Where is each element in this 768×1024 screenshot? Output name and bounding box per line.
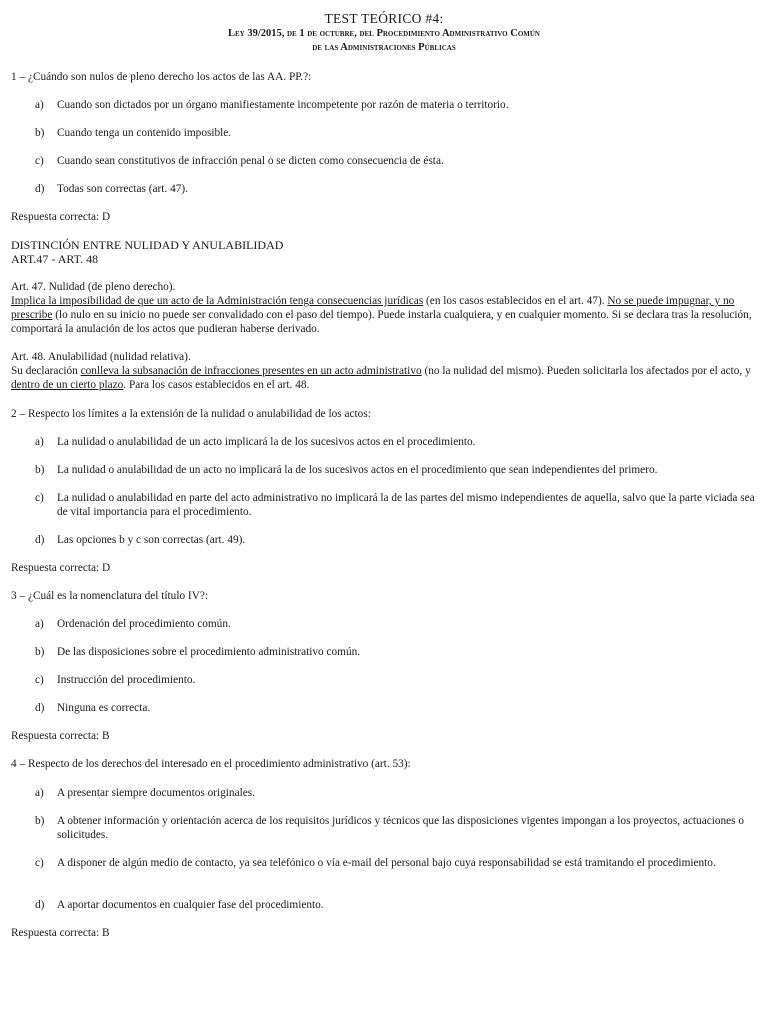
- question-4-answer: Respuesta correcta: B: [11, 927, 110, 939]
- option-label: b): [35, 127, 45, 139]
- art48-text-1: (no la nulidad del mismo). Pueden solicitarla los afectados por el acto, y: [421, 365, 751, 377]
- option-label: c): [35, 857, 44, 869]
- option-text: La nulidad o anulabilidad de un acto implicará la de los sucesivos actos en el procedimiento.: [57, 436, 476, 448]
- section-heading: DISTINCIÓN ENTRE NULIDAD Y ANULABILIDAD: [11, 238, 284, 252]
- option-label: b): [35, 464, 45, 476]
- option-text: La nulidad o anulabilidad en parte del acto administrativo no implicará la de las partes del mismo independientes de aquella, salvo que la parte viciada sea de vital importancia para el procedimiento.: [57, 492, 755, 518]
- option-text: Cuando son dictados por un órgano manifiestamente incompetente por razón de materia o territorio.: [57, 99, 509, 111]
- question-1: 1 – ¿Cuándo son nulos de pleno derecho los actos de las AA. PP.?:: [11, 71, 312, 83]
- option-label: b): [35, 815, 45, 827]
- option-text: Cuando sean constitutivos de infracción penal o se dicten como consecuencia de ésta.: [57, 155, 444, 167]
- document-subtitle-line2: de las Administraciones Públicas: [312, 42, 456, 53]
- question-2: 2 – Respecto los límites a la extensión de la nulidad o anulabilidad de los actos:: [11, 408, 371, 420]
- option-label: d): [35, 534, 45, 546]
- option-text: De las disposiciones sobre el procedimiento administrativo común.: [57, 646, 361, 658]
- option-label: c): [35, 155, 44, 167]
- option-text: A obtener información y orientación acerca de los requisitos jurídicos y técnicos que las disposiciones vigentes impongan a los proyectos, actuaciones o solicitudes.: [57, 815, 745, 841]
- option-label: c): [35, 674, 44, 686]
- art48-paragraph: [11, 364, 759, 392]
- option-text: Todas son correctas (art. 47).: [57, 183, 188, 195]
- option-label: d): [35, 899, 45, 911]
- option-label: d): [35, 702, 45, 714]
- option-text: A disponer de algún medio de contacto, ya sea telefónico o vía e-mail del personal bajo cuya responsabilidad se está tramitando el procedimiento.: [57, 857, 716, 869]
- option-label: d): [35, 183, 45, 195]
- document-subtitle-line1: Ley 39/2015, de 1 de octubre, del Procedimiento Administrativo Común: [227, 28, 540, 39]
- question-3-answer: Respuesta correcta: B: [11, 730, 110, 742]
- art47-underlined-2: No se puede impugnar, y no prescribe: [11, 295, 735, 321]
- art48-underlined-1: conlleva la subsanación de infracciones presentes en un acto administrativo: [80, 365, 422, 377]
- document-title: TEST TEÓRICO #4:: [324, 11, 444, 26]
- option-label: a): [35, 787, 44, 799]
- art48-title: Art. 48. Anulabilidad (nulidad relativa).: [11, 351, 191, 363]
- question-4: 4 – Respecto de los derechos del interesado en el procedimiento administrativo (art. 53):: [11, 758, 411, 770]
- art47-text-2: (lo nulo en su inicio no puede ser convalidado con el paso del tiempo). Puede instarla cualquiera, y en cualquier momento. Si se declara tras la resolución, comportará la anulación de los actos que pudieran haberse derivado.: [11, 309, 752, 335]
- option-label: b): [35, 646, 45, 658]
- question-3: 3 – ¿Cuál es la nomenclatura del título IV?:: [11, 590, 209, 602]
- art48-text-2: . Para los casos establecidos en el art. 48.: [123, 379, 310, 391]
- art47-underlined-1: Implica la imposibilidad de que un acto de la Administración tenga consecuencias jurídicas: [11, 295, 424, 307]
- option-text: Instrucción del procedimiento.: [57, 674, 196, 686]
- option-label: a): [35, 436, 44, 448]
- art47-text-1: (en los casos establecidos en el art. 47).: [423, 295, 608, 307]
- option-text: Las opciones b y c son correctas (art. 49).: [57, 534, 246, 546]
- option-text: Ordenación del procedimiento común.: [57, 618, 231, 630]
- option-text: A aportar documentos en cualquier fase del procedimiento.: [57, 899, 324, 911]
- option-label: a): [35, 99, 44, 111]
- art47-title: Art. 47. Nulidad (de pleno derecho).: [11, 281, 176, 293]
- art47-paragraph: [11, 294, 759, 336]
- option-text: La nulidad o anulabilidad de un acto no implicará la de los sucesivos actos en el procedimiento que sean independientes del primero.: [57, 464, 658, 476]
- option-label: a): [35, 618, 44, 630]
- question-2-answer: Respuesta correcta: D: [11, 562, 111, 574]
- art48-text-0: Su declaración: [11, 365, 81, 377]
- option-text: Ninguna es correcta.: [57, 702, 151, 714]
- question-1-answer: Respuesta correcta: D: [11, 211, 111, 223]
- option-text: A presentar siempre documentos originales.: [57, 787, 255, 799]
- option-label: c): [35, 492, 44, 504]
- option-text: Cuando tenga un contenido imposible.: [57, 127, 232, 139]
- art48-underlined-2: dentro de un cierto plazo: [11, 379, 124, 391]
- section-subheading: ART.47 - ART. 48: [11, 252, 99, 266]
